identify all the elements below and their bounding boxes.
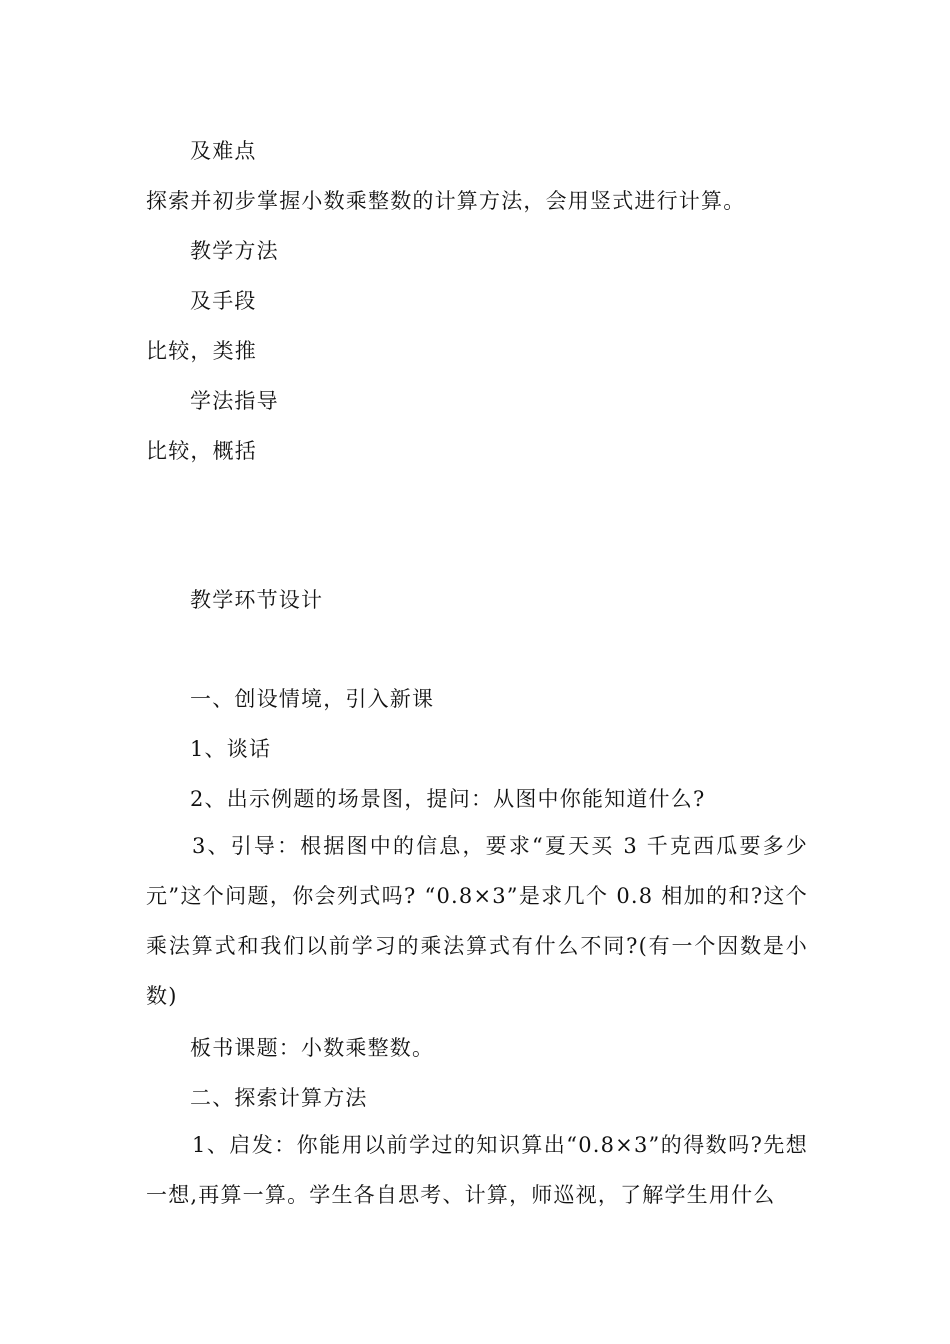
heading-key-difficult-points: 及难点 xyxy=(190,139,257,163)
board-title: 板书课题：小数乘整数。 xyxy=(190,1036,435,1060)
heading-teaching-means: 及手段 xyxy=(190,289,257,313)
section-two-title: 二、探索计算方法 xyxy=(190,1086,368,1110)
section-one-title: 一、创设情境，引入新课 xyxy=(190,687,435,711)
step-2-show-scene: 2、出示例题的场景图，提问：从图中你能知道什么? xyxy=(190,787,706,811)
step-1-inspire-paragraph: 1、启发：你能用以前学过的知识算出“0.8×3”的得数吗?先想一想,再算一算。学生各自思考、计算，师巡视，了解学生用什么 xyxy=(146,1133,808,1207)
step-3-guide-paragraph: 3、引导：根据图中的信息，要求“夏天买 3 千克西瓜要多少元”这个问题，你会列式吗? “0.8×3”是求几个 0.8 相加的和?这个乘法算式和我们以前学习的乘法算式有什么不同?(有一个因数是小数) xyxy=(146,834,808,1008)
heading-learning-guidance: 学法指导 xyxy=(190,389,279,413)
teaching-methods-text: 比较，类推 xyxy=(146,339,257,363)
heading-teaching-methods: 教学方法 xyxy=(190,239,279,263)
difficult-points-text: 探索并初步掌握小数乘整数的计算方法，会用竖式进行计算。 xyxy=(146,189,746,213)
step-1-talk: 1、谈话 xyxy=(190,737,272,761)
learning-guidance-text: 比较，概括 xyxy=(146,439,257,463)
heading-lesson-design: 教学环节设计 xyxy=(190,588,324,612)
